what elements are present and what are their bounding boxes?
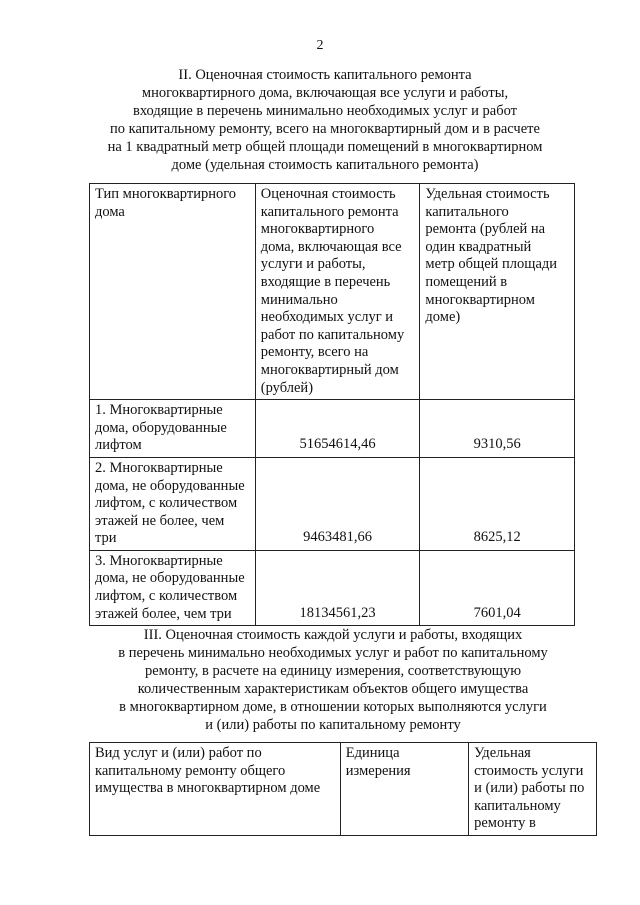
section-2-heading: [80, 66, 570, 174]
building-type-cell: 2. Многоквартирные дома, не оборудованные лифтом, с количеством этажей не более, чем три: [90, 457, 256, 550]
header-total-cost: Оценочная стоимость капитального ремонта многоквартирного дома, включающая все услуги и работы, входящие в перечень минимально необходимых услуг и работ по капитальному ремонту, всего на многоквартирный дом (рублей): [255, 184, 420, 400]
cost-per-sqm-cell: 9310,56: [420, 400, 575, 458]
total-cost-cell: 18134561,23: [255, 550, 420, 625]
heading-line: по капитальному ремонту, всего на многоквартирный дом и в расчете: [110, 121, 540, 137]
section-3-heading: [88, 626, 578, 734]
heading-line: количественным характеристикам объектов общего имущества: [137, 681, 529, 697]
building-type-cell: 3. Многоквартирные дома, не оборудованные лифтом, с количеством этажей более, чем три: [90, 550, 256, 625]
total-cost-cell: 9463481,66: [255, 457, 420, 550]
header-building-type: Тип многоквартирного дома: [90, 184, 256, 400]
header-cost-per-sqm: Удельная стоимость капитального ремонта (рублей на один квадратный метр общей площади помещений в многоквартирном доме): [420, 184, 575, 400]
heading-line: ремонту, в расчете на единицу измерения, соответствующую: [144, 663, 522, 679]
heading-line: входящие в перечень минимально необходимых услуг и работ: [132, 103, 518, 119]
heading-line: II. Оценочная стоимость капитального ремонта: [178, 67, 472, 83]
table-header-row: [90, 184, 575, 400]
header-unit-cost: Удельная стоимость услуги и (или) работы по капитальному ремонту в: [469, 743, 597, 836]
heading-line: на 1 квадратный метр общей площади помещений в многоквартирном: [107, 139, 543, 155]
header-unit: Единица измерения: [340, 743, 468, 836]
heading-line: в многоквартирном доме, в отношении которых выполняются услуги: [119, 699, 547, 715]
table-row: [90, 550, 575, 625]
cost-per-sqm-cell: 7601,04: [420, 550, 575, 625]
table-header-row: [90, 743, 597, 836]
heading-line: многоквартирного дома, включающая все услуги и работы,: [141, 85, 509, 101]
cost-table: [89, 183, 575, 626]
table-row: [90, 400, 575, 458]
table-row: [90, 457, 575, 550]
cost-per-sqm-cell: 8625,12: [420, 457, 575, 550]
heading-line: III. Оценочная стоимость каждой услуги и работы, входящих: [143, 627, 523, 643]
heading-line: в перечень минимально необходимых услуг и работ по капитальному: [118, 645, 548, 661]
heading-line: доме (удельная стоимость капитального ремонта): [171, 157, 479, 173]
page-number: 2: [316, 38, 324, 53]
heading-line: и (или) работы по капитальному ремонту: [205, 717, 461, 733]
unit-cost-table: [89, 742, 597, 836]
total-cost-cell: 51654614,46: [255, 400, 420, 458]
header-work-type: Вид услуг и (или) работ по капитальному ремонту общего имущества в многоквартирном доме: [90, 743, 341, 836]
building-type-cell: 1. Многоквартирные дома, оборудованные лифтом: [90, 400, 256, 458]
